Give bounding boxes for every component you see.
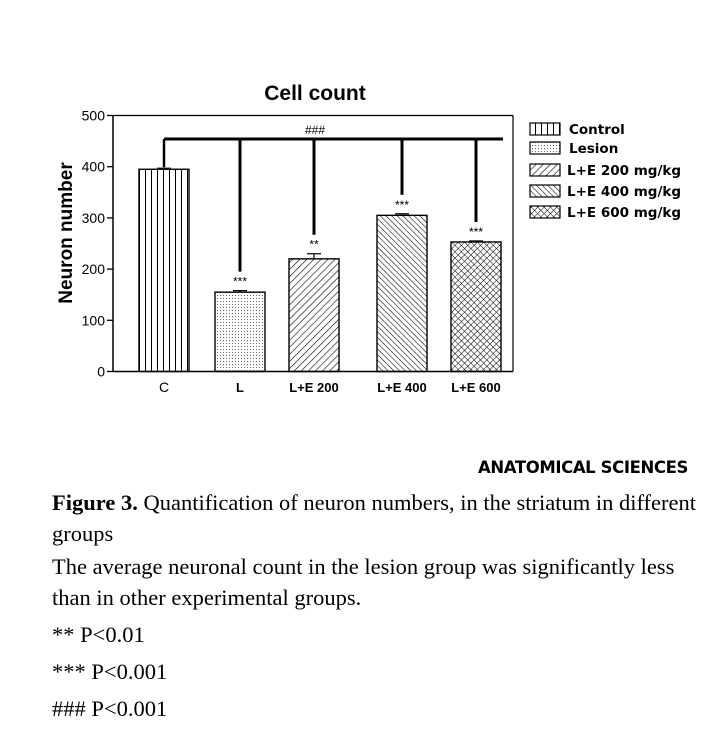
legend-label: Lesion <box>569 141 619 157</box>
significance-note-2: *** P<0.001 <box>52 659 168 684</box>
y-tick-label: 500 <box>81 107 105 124</box>
figure-description: The average neuronal count in the lesion group was significantly less than in other experimental groups. <box>52 554 675 610</box>
y-tick-label: 300 <box>81 209 105 226</box>
legend-swatch <box>530 142 560 154</box>
figure-caption <box>52 487 707 724</box>
bar-4 <box>451 242 501 372</box>
x-tick-label: C <box>158 379 170 395</box>
bar-annotation: *** <box>468 224 484 239</box>
chart-title: Cell count <box>264 82 366 105</box>
legend-label: L+E 600 mg/kg <box>567 205 682 221</box>
significance-note-1: ** P<0.01 <box>52 622 145 647</box>
legend-label: Control <box>569 122 625 138</box>
bars <box>139 168 501 371</box>
bar-2 <box>289 259 339 372</box>
x-tick-label: L+E 400 <box>377 380 427 395</box>
x-tick-label: L+E 200 <box>289 380 339 395</box>
legend-swatch <box>530 185 560 197</box>
x-tick-label: L+E 600 <box>451 380 501 395</box>
legend-swatch <box>530 164 560 176</box>
bar-3 <box>377 215 427 371</box>
significance-note-3: ### P<0.001 <box>52 696 168 721</box>
y-tick-label: 200 <box>81 261 105 278</box>
y-axis-ticks <box>82 108 113 380</box>
bracket-label: ### <box>304 123 326 137</box>
bar-0 <box>139 169 189 371</box>
y-tick-label: 400 <box>81 158 105 175</box>
legend-swatch <box>530 206 560 218</box>
legend-label: L+E 400 mg/kg <box>567 184 682 200</box>
legend-swatch <box>530 123 560 135</box>
bar-annotation: *** <box>394 197 410 212</box>
y-tick-label: 100 <box>81 312 105 329</box>
y-tick-label: 0 <box>97 363 105 380</box>
bar-annotation: ** <box>309 237 319 252</box>
legend-label: L+E 200 mg/kg <box>567 163 682 179</box>
figure-text: Quantification of neuron numbers, in the striatum in different groups <box>52 490 697 546</box>
y-axis-label: Neuron number <box>56 162 77 304</box>
bar-annotation: *** <box>232 274 248 289</box>
journal-brand-logo: ANATOMICAL SCIENCES <box>478 458 688 477</box>
legend <box>530 122 681 221</box>
figure-label: Figure 3. <box>52 490 138 515</box>
x-axis-ticks <box>159 379 501 395</box>
x-tick-label: L <box>236 380 244 395</box>
bar-1 <box>215 292 265 371</box>
